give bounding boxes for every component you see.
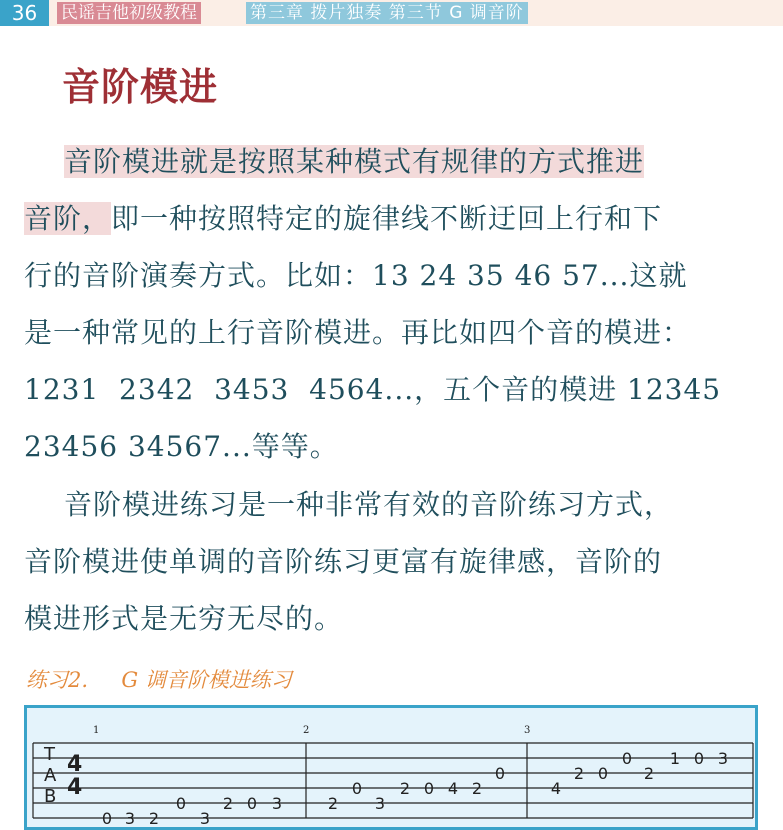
- tab-note: 3: [199, 809, 211, 827]
- tab-note: 4: [447, 779, 459, 798]
- time-signature-top: 4: [67, 752, 83, 777]
- measure-number: 2: [303, 725, 310, 736]
- tab-note: 4: [550, 779, 562, 798]
- tab-note: 2: [643, 764, 655, 783]
- highlighted-text: 音阶，: [24, 202, 112, 235]
- page-number: 36: [0, 0, 49, 26]
- paragraph-line: 模进形式是无穷无尽的。: [24, 602, 344, 635]
- measure-number: 1: [93, 725, 100, 736]
- tab-note: 0: [693, 749, 705, 768]
- tab-note: 2: [148, 809, 160, 827]
- guitar-tab: [27, 708, 755, 827]
- paragraph-line: [24, 133, 759, 190]
- paragraph-text: 即一种按照特定的旋律线不断迂回上行和下: [111, 202, 663, 235]
- tab-note: 3: [271, 794, 283, 813]
- exercise-label: 练习2. G 调音阶模进练习: [26, 668, 292, 692]
- tab-note: 0: [597, 764, 609, 783]
- tab-note: 3: [374, 794, 386, 813]
- paragraph-line: 音阶模进使单调的音阶练习更富有旋律感，音阶的: [24, 545, 663, 578]
- paragraph-2: [24, 476, 759, 647]
- tab-note: 2: [222, 794, 234, 813]
- paragraph-line: 1231 2342 3453 4564...，五个音的模进 12345: [24, 373, 722, 406]
- measure-number: 3: [524, 725, 531, 736]
- tab-letter-t: T: [44, 744, 55, 765]
- tab-note: 2: [399, 779, 411, 798]
- tab-note: 3: [124, 809, 136, 827]
- tab-note: 2: [327, 794, 339, 813]
- tab-note: 3: [717, 749, 729, 768]
- section-title: 音阶模进: [62, 64, 219, 109]
- highlighted-text: 音阶模进就是按照某种模式有规律的方式推进: [64, 145, 645, 178]
- tab-note: 0: [494, 764, 506, 783]
- tab-note: 2: [573, 764, 585, 783]
- tab-letter-b: B: [44, 786, 57, 807]
- paragraph-line: 是一种常见的上行音阶模进。再比如四个音的模进：: [24, 316, 692, 349]
- tab-note: 0: [246, 794, 258, 813]
- paragraph-line: 23456 34567...等等。: [24, 430, 339, 463]
- tab-note: 0: [175, 794, 187, 813]
- tab-note: 2: [471, 779, 483, 798]
- chapter-breadcrumb: 第三章 拨片独奏 第三节 G 调音阶: [246, 2, 528, 24]
- paragraph-1: [24, 133, 759, 475]
- page-header: [0, 0, 783, 26]
- tab-note: 0: [101, 809, 113, 827]
- paragraph-line: [24, 190, 759, 247]
- tab-staff-frame: [24, 705, 758, 830]
- paragraph-line: 行的音阶演奏方式。比如：13 24 35 46 57...这就: [24, 259, 688, 292]
- tab-note: 0: [621, 749, 633, 768]
- tab-note: 0: [351, 779, 363, 798]
- time-signature-bottom: 4: [67, 775, 83, 800]
- tab-letter-a: A: [44, 765, 57, 786]
- tab-note: 1: [669, 749, 681, 768]
- book-title: 民谣吉他初级教程: [57, 2, 201, 24]
- paragraph-line: 音阶模进练习是一种非常有效的音阶练习方式，: [64, 488, 674, 521]
- tab-note: 0: [423, 779, 435, 798]
